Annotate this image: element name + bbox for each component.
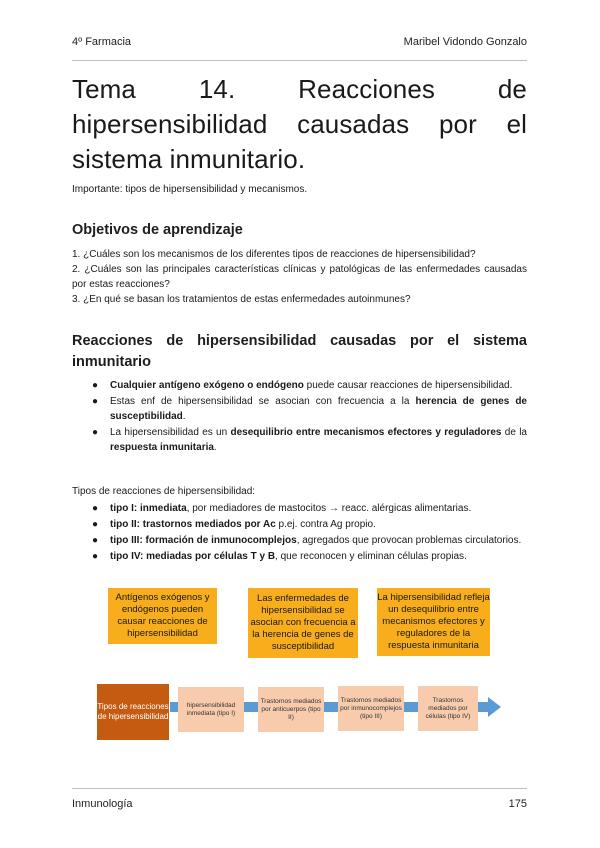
objective-item: 3. ¿En qué se basan los tratamientos de estas enfermedades autoinmunes? (72, 294, 411, 305)
bullet-text: puede causar reacciones de hipersensibilidad. (303, 380, 513, 391)
list-item (72, 378, 527, 393)
list-item (72, 517, 527, 532)
header-rule (72, 60, 527, 61)
objectives-list (72, 247, 527, 307)
bullet-icon: ● (92, 535, 99, 546)
bullet-text: . (182, 411, 186, 422)
bullet-text: . (213, 442, 217, 453)
bullet-bold: respuesta inmunitaria (110, 442, 214, 453)
footer-subject: Inmunología (72, 798, 133, 810)
section-heading: Reacciones de hipersensibilidad causadas por el sistema inmunitario (72, 333, 527, 370)
concept-box-antigens: Antígenos exógenos y endógenos pueden causar reacciones de hipersensibilidad (108, 588, 217, 644)
list-item (72, 533, 527, 548)
types-list (72, 501, 527, 565)
arrow-right-icon (488, 697, 501, 717)
diagram-root-box: Tipos de reacciones de hipersensibilidad (97, 684, 169, 740)
header-course: 4º Farmacia (72, 36, 132, 48)
objectives-heading: Objetivos de aprendizaje (72, 222, 243, 238)
list-item (72, 394, 527, 424)
diagram-step-type1: hipersensibilidad inmediata (tipo I) (178, 687, 244, 732)
bullet-icon: ● (92, 396, 99, 407)
bullet-icon: ● (92, 519, 99, 530)
subtitle: Importante: tipos de hipersensibilidad y mecanismos. (72, 184, 308, 195)
type-text: , que reconocen y eliminan células propias. (275, 551, 467, 562)
bullet-icon: ● (92, 503, 99, 514)
type-bold: tipo IV: mediadas por células T y B (110, 551, 276, 562)
footer-rule (72, 788, 527, 789)
type-bold: tipo III: formación de inmunocomplejos (110, 535, 297, 546)
type-bold: tipo I: inmediata (110, 503, 187, 514)
bullet-text: Estas enf de hipersensibilidad se asocian con frecuencia a la (110, 396, 416, 407)
bullet-text: La hipersensibilidad es un (110, 427, 231, 438)
list-item (72, 549, 527, 564)
page-number: 175 (508, 798, 527, 810)
section-bullets (72, 378, 527, 456)
type-text: p.ej. contra Ag propio. (275, 519, 376, 530)
type-text: , por mediadores de mastocitos → reacc. alérgicas alimentarias. (186, 503, 472, 514)
bullet-icon: ● (92, 551, 99, 562)
bullet-icon: ● (92, 380, 99, 391)
diagram-step-type3: Trastornos mediados por inmunocomplejos (tipo III) (338, 686, 404, 731)
type-text: , agregados que provocan problemas circulatorios. (296, 535, 522, 546)
header-author: Maribel Vidondo Gonzalo (403, 36, 527, 48)
bullet-bold: desequilibrio entre mecanismos efectores y reguladores (230, 427, 502, 438)
type-bold: tipo II: trastornos mediados por Ac (110, 519, 276, 530)
types-intro: Tipos de reacciones de hipersensibilidad: (72, 486, 256, 497)
concept-box-genes: Las enfermedades de hipersensibilidad se asocian con frecuencia a la herencia de genes de susceptibilidad (248, 588, 358, 658)
page-title: Tema 14. Reacciones de hipersensibilidad causadas por el sistema inmunitario. (72, 74, 527, 174)
objective-item: 2. ¿Cuáles son las principales características clínicas y patológicas de las enfermedades causadas por estas reacciones? (72, 264, 527, 290)
bullet-text: de la (501, 427, 527, 438)
bullet-icon: ● (92, 427, 99, 438)
diagram-step-type4: Trastornos mediados por células (tipo IV) (418, 686, 478, 731)
diagram-step-type2: Trastornos mediados por anticuerpos (tipo II) (258, 687, 324, 732)
concept-box-imbalance: La hipersensibilidad refleja un desequilibrio entre mecanismos efectores y reguladores de la respuesta inmunitaria (377, 588, 490, 656)
list-item (72, 501, 527, 516)
bullet-bold: Cualquier antígeno exógeno o endógeno (110, 380, 304, 391)
objective-item: 1. ¿Cuáles son los mecanismos de los diferentes tipos de reacciones de hipersensibilidad? (72, 249, 476, 260)
bullet-bold: herencia de genes de susceptibilidad (110, 396, 527, 422)
list-item (72, 425, 527, 455)
